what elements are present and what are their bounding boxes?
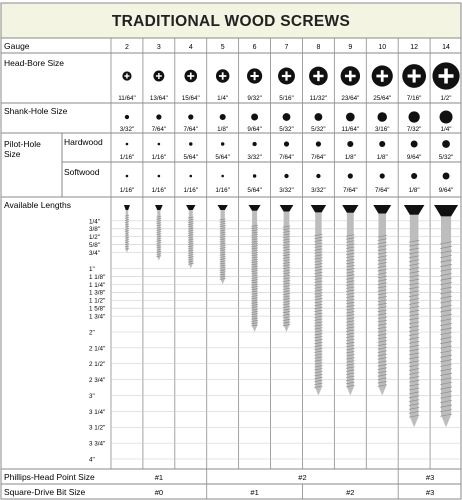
- pilot-softwood-value: 1/16": [151, 187, 167, 194]
- square-drive-value: #1: [250, 488, 259, 497]
- head-bore-value: 11/32": [309, 95, 328, 102]
- head-bore-value: 1/2": [440, 95, 452, 102]
- pilot-softwood-dot-icon: [158, 175, 161, 178]
- length-label: 1/2": [89, 234, 100, 242]
- shank-hole-value: 11/64": [341, 126, 360, 133]
- phillips-value: #3: [425, 473, 435, 482]
- pilot-hardwood-dot-icon: [284, 141, 289, 146]
- shank-hole-dot-icon: [440, 111, 453, 124]
- pilot-softwood-dot-icon: [380, 173, 385, 178]
- length-label: 3/4": [89, 250, 100, 258]
- gauge-value: 14: [442, 44, 450, 51]
- length-label: 1": [89, 265, 95, 273]
- phillips-cross-icon: [317, 71, 319, 81]
- label-pilot-hole-line1: Pilot-Hole: [4, 139, 41, 149]
- pilot-softwood-value: 1/16": [215, 187, 230, 194]
- pilot-softwood-value: 7/64": [343, 187, 358, 194]
- length-label: 1 3/8": [89, 289, 106, 297]
- pilot-hardwood-dot-icon: [158, 143, 161, 146]
- shank-hole-value: 7/64": [183, 126, 199, 133]
- pilot-softwood-value: 1/16": [119, 187, 135, 194]
- label-shank-hole: Shank-Hole Size: [4, 106, 68, 116]
- head-bore-value: 15/64": [181, 95, 200, 102]
- phillips-cross-icon: [285, 71, 287, 80]
- shank-hole-dot-icon: [125, 115, 129, 119]
- gauge-value: 3: [156, 44, 161, 51]
- shank-hole-value: 3/32": [119, 126, 135, 133]
- length-label: 1/4": [89, 218, 100, 226]
- head-bore-value: 5/16": [279, 95, 294, 102]
- head-bore-value: 7/16": [406, 95, 422, 102]
- length-label: 1 1/4": [89, 281, 106, 289]
- gauge-value: 8: [316, 44, 321, 51]
- pilot-softwood-dot-icon: [443, 173, 450, 180]
- shank-hole-value: 5/32": [279, 126, 294, 133]
- gauge-value: 5: [220, 44, 225, 51]
- length-label: 2 1/4": [89, 345, 106, 353]
- gauge-value: 10: [378, 44, 387, 51]
- shank-hole-dot-icon: [251, 114, 258, 121]
- shank-hole-value: 1/8": [217, 126, 229, 133]
- pilot-softwood-dot-icon: [284, 174, 288, 178]
- length-label: 1 5/8": [89, 305, 106, 313]
- pilot-hardwood-value: 1/8": [344, 154, 356, 161]
- phillips-cross-icon: [413, 69, 416, 82]
- phillips-cross-icon: [222, 72, 224, 79]
- length-label: 2": [89, 329, 95, 337]
- pilot-hardwood-value: 1/8": [376, 154, 388, 161]
- length-label: 1 3/4": [89, 313, 106, 321]
- length-label: 1 1/8": [89, 273, 106, 281]
- pilot-softwood-value: 7/64": [374, 187, 390, 194]
- pilot-hardwood-value: 7/64": [279, 154, 294, 161]
- pilot-softwood-value: 1/16": [183, 187, 199, 194]
- pilot-softwood-value: 9/64": [438, 187, 454, 194]
- chart-title: TRADITIONAL WOOD SCREWS: [111, 13, 351, 30]
- head-bore-value: 25/64": [373, 95, 392, 102]
- label-phillips: Phillips-Head Point Size: [4, 472, 95, 482]
- label-square-drive: Square-Drive Bit Size: [4, 487, 86, 497]
- phillips-cross-icon: [254, 72, 256, 80]
- pilot-hardwood-dot-icon: [221, 142, 224, 145]
- length-label: 2 3/4": [89, 377, 106, 385]
- shank-hole-value: 7/32": [406, 126, 422, 133]
- shank-hole-value: 3/16": [374, 126, 390, 133]
- length-label: 3/8": [89, 226, 100, 234]
- gauge-value: 12: [410, 44, 419, 51]
- pilot-hardwood-value: 1/16": [151, 154, 167, 161]
- gauge-value: 9: [348, 44, 353, 51]
- pilot-softwood-value: 3/32": [279, 187, 294, 194]
- pilot-softwood-dot-icon: [189, 175, 192, 178]
- shank-hole-dot-icon: [188, 114, 193, 119]
- pilot-softwood-dot-icon: [316, 174, 320, 178]
- head-bore-value: 13/64": [149, 95, 168, 102]
- label-hardwood: Hardwood: [64, 137, 103, 147]
- label-pilot-hole-line2: Size: [4, 149, 21, 159]
- head-bore-value: 9/32": [247, 95, 262, 102]
- length-label: 5/8": [89, 242, 100, 250]
- pilot-softwood-value: 1/8": [408, 187, 420, 194]
- phillips-value: #2: [298, 473, 307, 482]
- length-label: 3": [89, 392, 95, 400]
- pilot-softwood-dot-icon: [411, 173, 417, 179]
- shank-hole-value: 1/4": [440, 126, 452, 133]
- shank-hole-dot-icon: [283, 113, 291, 121]
- gauge-value: 7: [284, 44, 289, 51]
- phillips-cross-icon: [190, 73, 192, 80]
- shank-hole-dot-icon: [346, 113, 355, 122]
- shank-hole-dot-icon: [220, 114, 226, 120]
- length-label: 3 1/2": [89, 424, 106, 432]
- pilot-hardwood-dot-icon: [126, 143, 129, 146]
- shank-hole-value: 9/64": [247, 126, 262, 133]
- length-label: 3 1/4": [89, 408, 106, 416]
- phillips-cross-icon: [126, 73, 127, 78]
- pilot-hardwood-value: 1/16": [119, 154, 135, 161]
- length-label: 2 1/2": [89, 361, 106, 369]
- length-label: 4": [89, 456, 95, 464]
- head-bore-value: 23/64": [341, 95, 360, 102]
- pilot-hardwood-value: 3/32": [247, 154, 262, 161]
- gauge-value: 4: [188, 44, 193, 51]
- length-label: 1 1/2": [89, 297, 106, 305]
- pilot-hardwood-value: 5/64": [215, 154, 230, 161]
- screw-shank: [157, 210, 160, 261]
- pilot-softwood-value: 3/32": [311, 187, 326, 194]
- phillips-cross-icon: [349, 71, 352, 82]
- gauge-value: 6: [252, 44, 257, 51]
- shank-hole-dot-icon: [409, 111, 420, 122]
- label-gauge: Gauge: [4, 41, 30, 51]
- phillips-cross-icon: [158, 73, 159, 79]
- label-available-lengths: Available Lengths: [4, 200, 71, 210]
- shank-hole-dot-icon: [377, 112, 387, 122]
- head-bore-value: 11/64": [118, 95, 136, 102]
- shank-hole-dot-icon: [156, 114, 161, 119]
- pilot-softwood-dot-icon: [221, 175, 224, 178]
- label-head-bore: Head-Bore Size: [4, 58, 65, 68]
- length-label: 3 3/4": [89, 440, 106, 448]
- screw-shank: [410, 215, 419, 427]
- pilot-hardwood-dot-icon: [347, 141, 353, 147]
- pilot-hardwood-dot-icon: [189, 142, 192, 145]
- pilot-softwood-value: 5/64": [247, 187, 262, 194]
- square-drive-value: #3: [425, 488, 435, 497]
- shank-hole-value: 7/64": [151, 126, 167, 133]
- pilot-softwood-dot-icon: [348, 173, 353, 178]
- pilot-hardwood-dot-icon: [316, 141, 321, 146]
- pilot-hardwood-dot-icon: [379, 141, 385, 147]
- head-bore-value: 1/4": [217, 95, 229, 102]
- screw-shank: [315, 212, 321, 395]
- pilot-softwood-dot-icon: [253, 174, 256, 177]
- gauge-value: 2: [125, 44, 129, 51]
- label-softwood: Softwood: [64, 167, 100, 177]
- phillips-cross-icon: [381, 70, 384, 82]
- pilot-hardwood-value: 5/64": [183, 154, 199, 161]
- square-drive-value: #0: [154, 488, 164, 497]
- pilot-hardwood-dot-icon: [442, 140, 450, 148]
- pilot-hardwood-dot-icon: [411, 141, 418, 148]
- phillips-cross-icon: [444, 69, 448, 84]
- pilot-hardwood-value: 7/64": [311, 154, 326, 161]
- phillips-value: #1: [154, 473, 164, 482]
- shank-hole-value: 5/32": [311, 126, 326, 133]
- pilot-hardwood-value: 9/64": [406, 154, 422, 161]
- square-drive-value: #2: [346, 488, 355, 497]
- shank-hole-dot-icon: [315, 113, 323, 121]
- pilot-hardwood-value: 5/32": [438, 154, 454, 161]
- pilot-softwood-dot-icon: [126, 175, 129, 178]
- pilot-hardwood-dot-icon: [252, 142, 256, 146]
